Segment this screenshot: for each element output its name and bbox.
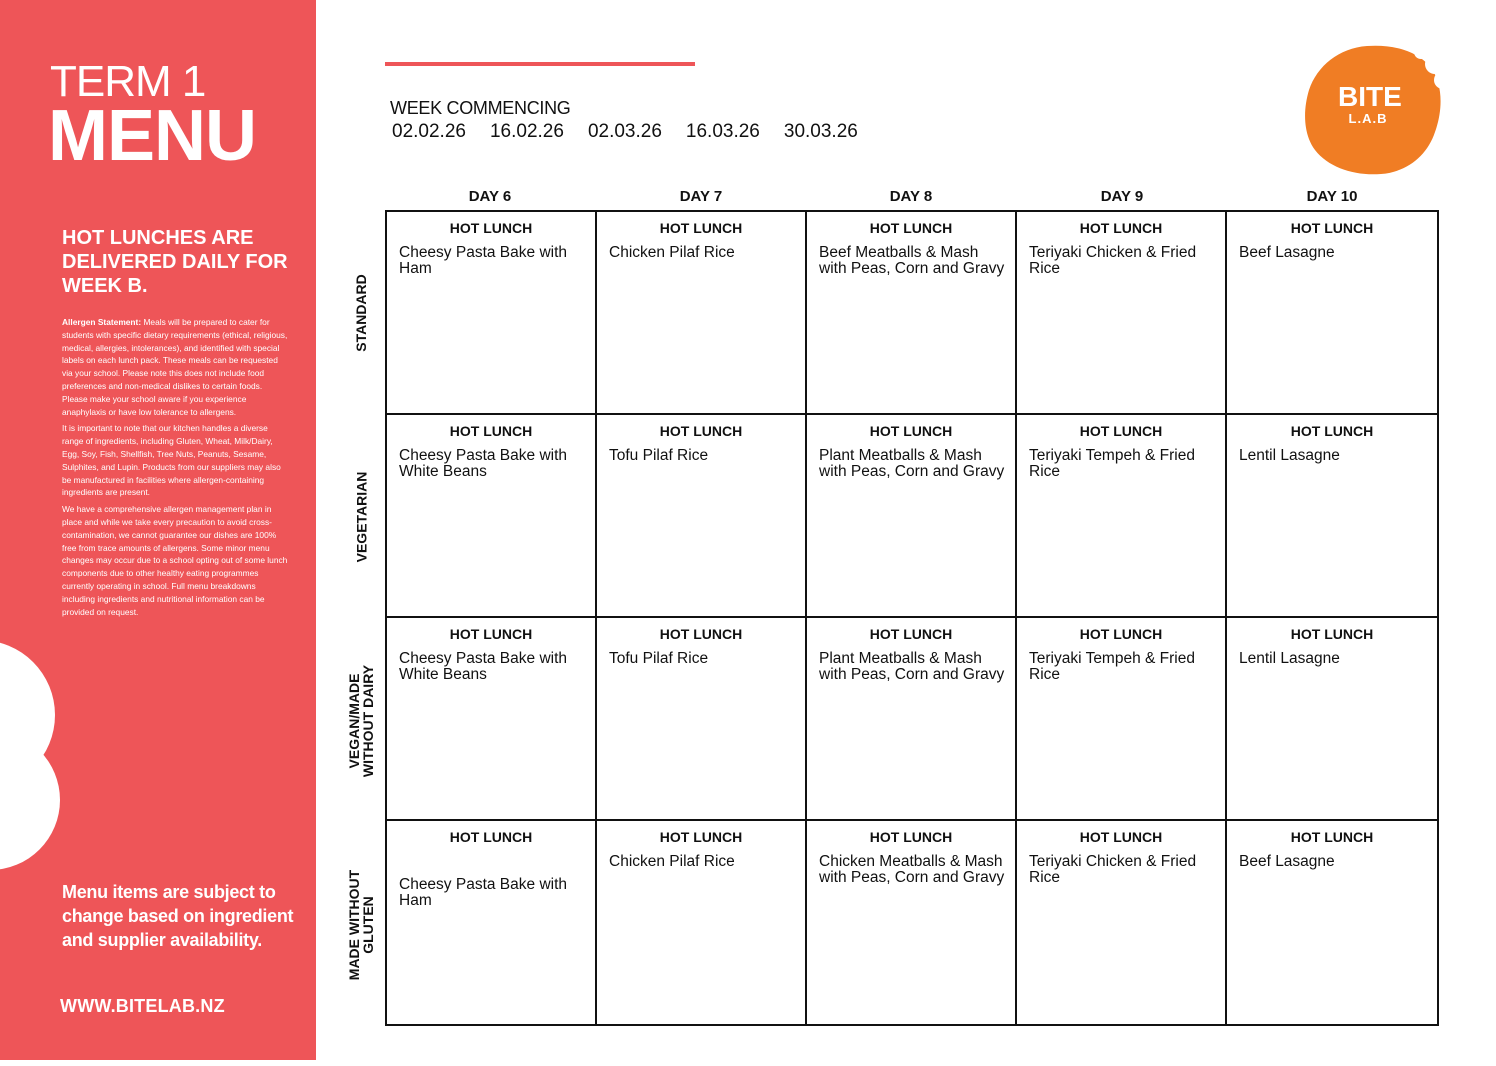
meal-name: Cheesy Pasta Bake with White Beans: [399, 650, 568, 683]
meal-name: Cheesy Pasta Bake with Ham: [399, 876, 568, 909]
availability-note: Menu items are subject to change based on ingredient and supplier availability.: [62, 882, 294, 950]
hot-lunch-label: HOT LUNCH: [449, 220, 533, 236]
meal-name: Teriyaki Chicken & Fried Rice: [1029, 244, 1197, 277]
menu-cell: [1227, 618, 1437, 821]
term-label: TERM 1: [50, 57, 206, 106]
menu-cell: [387, 618, 597, 821]
meal-name: Tofu Pilaf Rice: [609, 650, 709, 667]
menu-cell: [1017, 618, 1227, 821]
week-dates: [392, 121, 882, 143]
meal-name: Plant Meatballs & Mash with Peas, Corn and Gravy: [819, 447, 1005, 480]
accent-line: [385, 62, 695, 66]
logo-lab: L.A.B: [1348, 111, 1388, 126]
hot-lunch-label: HOT LUNCH: [1079, 220, 1163, 236]
menu-cell: [1227, 821, 1437, 1024]
meal-name: Chicken Pilaf Rice: [609, 244, 735, 261]
menu-cell: [1017, 821, 1227, 1024]
day-header: DAY 8: [889, 188, 933, 205]
meal-name: Lentil Lasagne: [1239, 650, 1340, 667]
menu-cell: [387, 415, 597, 618]
hot-lunch-label: HOT LUNCH: [1290, 423, 1374, 439]
hot-lunch-label: HOT LUNCH: [659, 423, 743, 439]
week-date: 30.03.26: [783, 121, 858, 142]
menu-cell: [387, 212, 597, 415]
hot-lunch-label: HOT LUNCH: [869, 626, 953, 642]
meal-name: Plant Meatballs & Mash with Peas, Corn and Gravy: [819, 650, 1005, 683]
meal-name: Cheesy Pasta Bake with Ham: [399, 244, 568, 277]
website-link[interactable]: WWW.BITELAB.NZ: [60, 996, 225, 1016]
logo-text: [1338, 81, 1402, 126]
hot-lunch-label: HOT LUNCH: [1290, 829, 1374, 845]
row-label-standard: STANDARD: [353, 274, 370, 352]
day-header: DAY 7: [679, 188, 723, 205]
hot-lunch-label: HOT LUNCH: [659, 626, 743, 642]
week-date: 16.03.26: [685, 121, 760, 142]
menu-cell: [597, 821, 807, 1024]
week-date: 02.02.26: [392, 121, 466, 142]
meal-name: Chicken Meatballs & Mash with Peas, Corn and Gravy: [819, 853, 1005, 886]
allergen-paragraph-2: It is important to note that our kitchen handles a diverse range of ingredients, including Gluten, Wheat, Milk/Dairy, Egg, Soy, Fish, Shellfish, Tree Nuts, Peanuts, Sesame, Sulphites, and Lupin. Products from our suppliers may also be manufactured in facilities where allergen-containing ingredients are present.: [62, 423, 281, 498]
hot-lunch-label: HOT LUNCH: [1079, 626, 1163, 642]
meal-name: Beef Lasagne: [1239, 853, 1335, 870]
hot-lunch-label: HOT LUNCH: [1079, 829, 1163, 845]
menu-cell: [807, 821, 1017, 1024]
hot-lunch-label: HOT LUNCH: [659, 220, 743, 236]
meal-name: Teriyaki Chicken & Fried Rice: [1029, 853, 1197, 886]
meal-name: Lentil Lasagne: [1239, 447, 1340, 464]
hot-lunch-label: HOT LUNCH: [869, 220, 953, 236]
menu-cell: [807, 212, 1017, 415]
menu-cell: [1227, 212, 1437, 415]
hot-lunch-label: HOT LUNCH: [1079, 423, 1163, 439]
meal-name: Teriyaki Tempeh & Fried Rice: [1029, 447, 1195, 480]
day-header: DAY 10: [1306, 188, 1358, 205]
week-date: 16.02.26: [489, 121, 564, 142]
delivery-headline: HOT LUNCHES ARE DELIVERED DAILY FOR WEEK B.: [62, 227, 288, 297]
menu-cell: [597, 212, 807, 415]
meal-name: Cheesy Pasta Bake with White Beans: [399, 447, 568, 480]
meal-name: Teriyaki Tempeh & Fried Rice: [1029, 650, 1195, 683]
hot-lunch-label: HOT LUNCH: [869, 423, 953, 439]
logo-bite: BITE: [1338, 81, 1402, 112]
menu-cell: [387, 821, 597, 1024]
row-label-gluten-free: MADE WITHOUT GLUTEN: [346, 869, 376, 981]
menu-cell: [1017, 415, 1227, 618]
week-date: 02.03.26: [587, 121, 662, 142]
row-label-vegetarian: VEGETARIAN: [353, 471, 369, 563]
menu-cell: [807, 415, 1017, 618]
allergen-label: Allergen Statement:: [62, 317, 142, 327]
menu-grid: [385, 210, 1439, 1026]
day-header: DAY 9: [1100, 188, 1144, 205]
meal-name: Beef Lasagne: [1239, 244, 1335, 261]
week-commencing-label: WEEK COMMENCING: [390, 98, 571, 118]
day-header: DAY 6: [468, 188, 512, 205]
menu-title: MENU: [48, 96, 256, 176]
menu-cell: [807, 618, 1017, 821]
meal-name: Tofu Pilaf Rice: [609, 447, 709, 464]
meal-name: Chicken Pilaf Rice: [609, 853, 735, 870]
allergen-paragraph-3: We have a comprehensive allergen management plan in place and while we take every precaution to avoid cross-contamination, we cannot guarantee our dishes are 100% free from trace amounts of allergens. Some minor menu changes may occur due to a school opting out of some lunch components due to other healthy eating programmes currently operating in school. Full menu breakdowns including ingredients and nutritional information can be provided on request.: [62, 504, 288, 617]
row-label-vegan: VEGAN/MADE WITHOUT DAIRY: [346, 664, 376, 778]
allergen-statement: [62, 316, 290, 622]
menu-cell: [1227, 415, 1437, 618]
hot-lunch-label: HOT LUNCH: [869, 829, 953, 845]
hot-lunch-label: HOT LUNCH: [449, 423, 533, 439]
menu-cell: [597, 415, 807, 618]
sidebar-panel: [0, 0, 316, 1060]
hot-lunch-label: HOT LUNCH: [449, 626, 533, 642]
meal-name: Beef Meatballs & Mash with Peas, Corn and Gravy: [819, 244, 1005, 277]
hot-lunch-label: HOT LUNCH: [449, 829, 533, 845]
hot-lunch-label: HOT LUNCH: [659, 829, 743, 845]
hot-lunch-label: HOT LUNCH: [1290, 626, 1374, 642]
hot-lunch-label: HOT LUNCH: [1290, 220, 1374, 236]
allergen-paragraph-1: Meals will be prepared to cater for students with specific dietary requirements (ethical, religious, medical, allergies, intolerances), and identified with special labels on each lunch pack. These meals can be requested via your school. Please note this does not include food preferences and non-medical dislikes to certain foods. Please make your school aware if you experience anaphylaxis or have low tolerance to allergens.: [62, 317, 288, 417]
menu-cell: [1017, 212, 1227, 415]
menu-cell: [597, 618, 807, 821]
